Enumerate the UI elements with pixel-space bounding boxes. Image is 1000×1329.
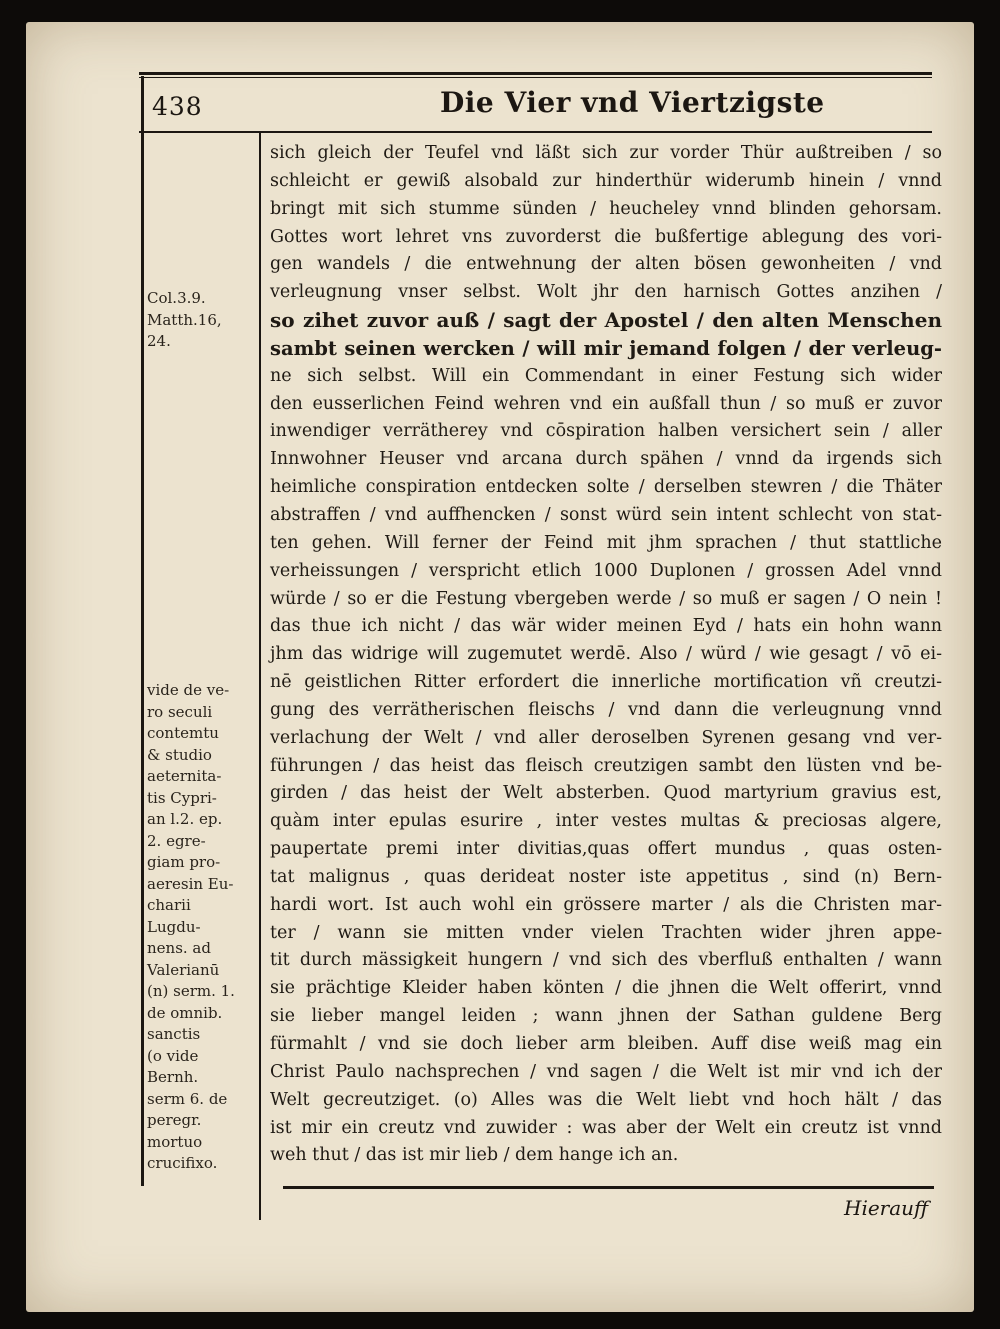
text-line: würde / so er die Festung vbergeben werde / so muß er sagen / O nein ! xyxy=(270,588,942,609)
text-line: tit durch mässigkeit hungern / vnd sich des vberfluß enthalten / wann xyxy=(270,950,942,971)
text-line: schleicht er gewiß alsobald zur hinderthür widerumb hinein / vnnd xyxy=(270,170,942,191)
margin-note-scripture: Col.3.9. Matth.16, 24. xyxy=(147,289,222,350)
text-line: sie lieber mangel leiden ; wann jhnen der Sathan guldene Berg xyxy=(270,1006,942,1027)
text-line: quàm inter epulas esurire , inter vestes multas & preciosas algere, xyxy=(270,811,942,832)
left-border-rule xyxy=(141,76,144,1186)
text-line: paupertate premi inter divitias,quas offert mundus , quas osten- xyxy=(270,839,942,860)
top-border-rule xyxy=(139,72,932,75)
text-line: Innwohner Heuser vnd arcana durch spähen / vnnd da irgends sich xyxy=(270,449,942,470)
text-line: Gottes wort lehret vns zuvorderst die bußfertige ablegung des vori- xyxy=(270,226,942,247)
text-line: ten gehen. Will ferner der Feind mit jhm sprachen / thut stattliche xyxy=(270,532,942,553)
top-border-rule-thin xyxy=(139,77,932,78)
text-line: den eusserlichen Feind wehren vnd ein außfall thun / so muß er zuvor xyxy=(270,393,942,414)
text-line: gen wandels / die entwehnung der alten bösen gewonheiten / vnd xyxy=(270,254,942,275)
text-line: inwendiger verrätherey vnd cōspiration halben versichert sein / aller xyxy=(270,421,942,442)
text-line: das thue ich nicht / das wär wider meinen Eyd / hats ein hohn wann xyxy=(270,616,942,637)
text-line: nē geistlichen Ritter erfordert die innerliche mortification vñ creutzi- xyxy=(270,672,942,693)
text-line-emphasis: sambt seinen wercken / will mir jemand folgen / der verleug- xyxy=(270,336,942,360)
text-line: girden / das heist der Welt absterben. Quod martyrium gravius est, xyxy=(270,783,942,804)
text-line: verleugnung vnser selbst. Wolt jhr den harnisch Gottes anzihen / xyxy=(270,282,942,303)
text-line: bringt mit sich stumme sünden / heucheley vnnd blinden gehorsam. xyxy=(270,198,942,219)
text-line: sie prächtige Kleider haben könten / die jhnen die Welt offerirt, vnnd xyxy=(270,978,942,999)
text-line-final: weh thut / das ist mir lieb / dem hange ich an. xyxy=(270,1145,679,1166)
text-line: Welt gecreutziget. (o) Alles was die Welt liebt vnd hoch hält / das xyxy=(270,1089,942,1110)
text-line: tat malignus , quas derideat noster iste appetitus , sind (n) Bern- xyxy=(270,866,942,887)
text-line: abstraffen / vnd auffhencken / sonst würd sein intent schlecht von stat- xyxy=(270,504,942,525)
catchword: Hierauff xyxy=(844,1196,929,1220)
text-line: ist mir ein creutz vnd zuwider : was aber der Welt ein creutz ist vnnd xyxy=(270,1117,942,1138)
header-rule xyxy=(139,131,932,133)
text-line-emphasis: so zihet zuvor auß / sagt der Apostel / den alten Menschen xyxy=(270,308,942,333)
text-line: ter / wann sie mitten vnder vielen Trachten wider jhren appe- xyxy=(270,922,942,943)
running-head: Die Vier vnd Viertzigste xyxy=(440,86,825,119)
text-line: führungen / das heist das fleisch creutzigen sambt den lüsten vnd be- xyxy=(270,755,942,776)
margin-note-references: vide de ve- ro seculi contemtu & studio aeternita- tis Cypri- an l.2. ep. 2. egre- giam pro- aeresin Eu- charii Lugdu- nens. ad Valerianū (n) serm. 1. de omnib. sanctis (o vide Bernh. serm 6. de peregr. mortuo crucifixo. xyxy=(147,681,235,1172)
text-line: gung des verrätherischen fleischs / vnd dann die verleugnung vnnd xyxy=(270,699,942,720)
text-line: jhm das widrige will zugemutet werdē. Also / würd / wie gesagt / vō ei- xyxy=(270,644,942,665)
text-line: fürmahlt / vnd sie doch lieber arm bleiben. Auff dise weiß mag ein xyxy=(270,1034,942,1054)
text-line: heimliche conspiration entdecken solte / derselben stewren / die Thäter xyxy=(270,477,942,498)
margin-column-rule xyxy=(259,131,261,1220)
page-number: 438 xyxy=(152,92,203,121)
text-line: sich gleich der Teufel vnd läßt sich zur vorder Thür außtreiben / so xyxy=(270,143,942,163)
body-text xyxy=(270,140,942,1170)
bottom-rule xyxy=(283,1186,934,1189)
text-line: verheissungen / verspricht etlich 1000 Duplonen / grossen Adel vnnd xyxy=(270,560,942,581)
text-line: ne sich selbst. Will ein Commendant in einer Festung sich wider xyxy=(270,365,942,386)
text-line: hardi wort. Ist auch wohl ein grössere marter / als die Christen mar- xyxy=(270,894,942,915)
text-line: Christ Paulo nachsprechen / vnd sagen / die Welt ist mir vnd ich der xyxy=(270,1061,942,1082)
text-line: verlachung der Welt / vnd aller deroselben Syrenen gesang vnd ver- xyxy=(270,727,942,748)
